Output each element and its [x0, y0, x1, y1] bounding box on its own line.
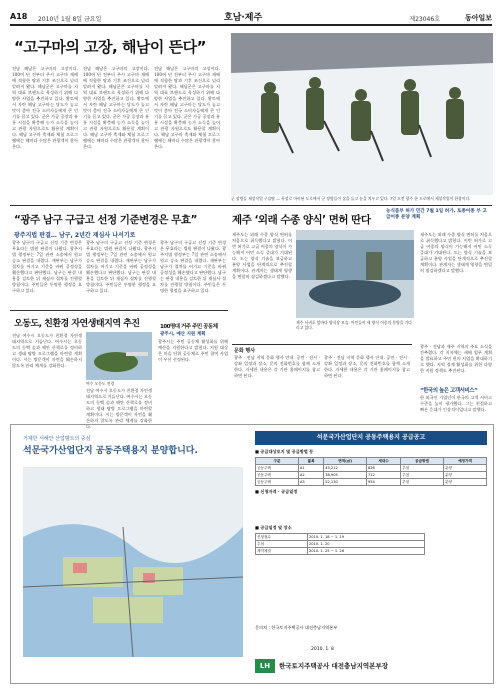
industrial-complex-map [23, 467, 243, 657]
table-row: 공동주택 A1 45,212 826 추첨 분양 [256, 465, 487, 472]
story-subhead: 광주시, 예산 지원 계획 [160, 332, 206, 337]
story-body-col2: 광주 남구의 구급고 선정 기준 변경은 무효라는 법원 판결이 나왔다. 광주지법 행정부는 7일 관련 소송에서 원고 승소 판결을 내렸다. 재판부는 남구가 절차를 어기고 기준을 바꿔 공정성을 훼손했다고 판단했다. 남구는 판결 내용을 검토한 뒤 재심사 절차를 진행할 방침이다. 주민들은 투명한 행정을 요구하고 있다. [86, 240, 156, 293]
table-row: 공동주택 A2 38,905 712 추첨 분양 [256, 472, 487, 479]
listing-title: 문화 행사 [234, 348, 256, 354]
land-sale-advertisement [10, 424, 494, 684]
photo-caption: 여수 오동도 전경 [86, 381, 115, 386]
dates-section-label: ■ 공급일정 및 장소 [255, 525, 292, 530]
story-body-col2: 전남 해남은 고구마의 고장이다. 100여 년 전부터 주시 고구마 재배에 적합한 땅과 기후 조건으로 널리 알려져 왔다. 해남군은 고구마를 지역 대표 브랜드로 육성하기 위해 다양한 사업을 추진하고 있다. 황토에서 자란 해남 고구마는 당도가 높고 맛이 좋아 전국 소비자들에게 큰 인기를 끌고 있다. 군은 가공 공장과 유통 시설을 확충해 농가 소득을 높이고 관광 자원으로도 활용할 계획이다. 해남 고구마 축제와 체험 프로그램에는 해마다 수많은 관광객이 찾아온다. [83, 66, 150, 149]
table-header: 세대수 [366, 458, 400, 465]
schedule-table [255, 533, 425, 555]
story-headline: “광주 남구 구급고 선정 기준변경은 무효” [14, 214, 197, 226]
story-body: 전남 해남은 고구마의 고장이다. 100여 년 전부터 주시 고구마 재배에 적합한 땅과 기후 조건으로 널리 알려져 왔다. 해남군은 고구마를 지역 대표 브랜드로 육성하기 위해 다양한 사업을 추진하고 있다. 황토에서 자란 해남 고구마는 당도가 높고 맛이 좋아 전국 소비자들에게 큰 인기를 끌고 있다. 군은 가공 공장과 유통 시설을 확충해 농가 소득을 높이고 관광 자원으로도 활용할 계획이다. 해남 고구마 축제와 체험 프로그램에는 해마다 수많은 관광객이 찾아온다. [12, 66, 79, 149]
table-row: 신청접수 2010. 1. 18 ~ 1. 19 [256, 534, 425, 541]
story-subhead: 광주지법 판결… 남구, 2년간 재심사 나서기로 [14, 232, 136, 239]
story-body: 제주도는 외래 수종 양식 면허를 처음으로 취득했다고 밝혔다. 이번 허가로 고급 어종의 양식이 가능해져 어민 소득 증대가 기대된다. 도는 양식 기술을 보급하고 분양 사업을 단계적으로 추진할 계획이다. 관계자는 생태계 영향을 면밀히 점검하겠다고 말했다. [232, 232, 292, 279]
photo-caption: 제주 서귀포 앞바다 양식장 모습. 어민들이 새 양식 어종의 분양을 기다리고 있다. [296, 320, 412, 330]
supply-table [255, 457, 487, 486]
story-body: 한 외국인 기업인이 한국의 고객 서비스 수준을 높이 평가했다. 그는 친절하고 빠른 응대가 인상적이었다고 말했다. [420, 395, 492, 412]
story-body: 광주 남구의 구급고 선정 기준 변경은 무효라는 법원 판결이 나왔다. 광주지법 행정부는 7일 관련 소송에서 원고 승소 판결을 내렸다. 재판부는 남구가 절차를 어기고 기준을 바꿔 공정성을 훼손했다고 판단했다. 남구는 판결 내용을 검토한 뒤 재심사 절차를 진행할 방침이다. 주민들은 투명한 행정을 요구하고 있다. [12, 240, 82, 293]
story-body: 광주 · 전남과 제주 지역의 주요 소식을 간추렸다. 각 지자체는 새해 업무 계획을 발표하고 주민 편의 사업을 확대하기로 했다. 지역 경제 활성화를 위한 다양한 지원 정책도 추진된다. [420, 344, 492, 373]
story-body-col3: 전남 해남은 고구마의 고장이다. 100여 년 전부터 주시 고구마 재배에 적합한 땅과 기후 조건으로 널리 알려져 왔다. 해남군은 고구마를 지역 대표 브랜드로 육성하기 위해 다양한 사업을 추진하고 있다. 황토에서 자란 해남 고구마는 당도가 높고 맛이 좋아 전국 소비자들에게 큰 인기를 끌고 있다. 군은 가공 공장과 유통 시설을 확충해 농가 소득을 높이고 관광 자원으로도 활용할 계획이다. 해남 고구마 축제와 체험 프로그램에는 해마다 수많은 관광객이 찾아온다. [154, 66, 221, 149]
odongdo-photo [86, 332, 152, 380]
table-row: 공동주택 A3 52,130 954 추첨 분양 [256, 479, 487, 486]
page-number: A18 [10, 12, 28, 21]
ad-date: 2010. 1. 8 [311, 647, 334, 652]
event-listing-box [232, 344, 412, 419]
story-body-col2: 제주도는 외래 수종 양식 면허를 처음으로 취득했다고 밝혔다. 이번 허가로 고급 어종의 양식이 가능해져 어민 소득 증대가 기대된다. 도는 양식 기술을 보급하고 분양 사업을 단계적으로 추진할 계획이다. 관계자는 생태계 영향을 면밀히 점검하겠다고 말했다. [420, 232, 492, 273]
table-header: 예정가격 [444, 458, 487, 465]
table-row: 추첨 2010. 1. 20 [256, 541, 425, 548]
story-headline: 오동도, 친환경 자연생태지역 추진 [14, 319, 140, 329]
aquaculture-photo [296, 230, 414, 318]
story-body-col3: 광주 남구의 구급고 선정 기준 변경은 무효라는 법원 판결이 나왔다. 광주지법 행정부는 7일 관련 소송에서 원고 승소 판결을 내렸다. 재판부는 남구가 절차를 어기고 기준을 바꿔 공정성을 훼손했다고 판단했다. 남구는 판결 내용을 검토한 뒤 재심사 절차를 진행할 방침이다. 주민들은 투명한 행정을 요구하고 있다. [160, 240, 227, 293]
ad-company: 한국토지주택공사 대전충남지역본부장 [279, 662, 389, 670]
story-body: 광주시는 주민 공동체 활성화를 위해 예산을 지원한다고 밝혔다. 지원 대상은 마을 단위 공동체로 주민 참여 사업이 우선 선정된다. [158, 339, 228, 362]
table-header: 면적(㎡) [324, 458, 367, 465]
story-headline: “고구마의 고장, 해남이 뜬다” [14, 38, 206, 56]
ad-slogan: 거제한 서해안 산업벨트의 중심 [23, 436, 91, 442]
table-row: 계약체결 2010. 1. 25 ~ 1. 26 [256, 548, 425, 555]
story-headline: 100명대 거주 주민 공동체 [160, 324, 218, 330]
table-header: 블록 [298, 458, 323, 465]
section-title: 호남·제주 [224, 13, 263, 23]
story-headline: 제주 ‘외래 수종 양식’ 면허 딴다 [232, 214, 371, 226]
story-body: 전남 여수시 오동도가 친환경 자연생태지역으로 거듭난다. 여수시는 오동도의 동백 숲과 해안 산책로를 정비하고 생태 탐방 프로그램을 마련할 계획이다. 시는 방문객이 자연을 훼손하지 않도록 관리 체계를 강화한다. [12, 333, 82, 368]
newspaper-name: 동아일보 [464, 14, 492, 22]
snow-clearing-photo [231, 33, 493, 195]
issue-date: 2010년 1월 8일 금요일 [38, 16, 102, 23]
story-body-col2: 전남 여수시 오동도가 친환경 자연생태지역으로 거듭난다. 여수시는 오동도의 동백 숲과 해안 산책로를 정비하고 생태 탐방 프로그램을 마련할 계획이다. 시는 방문객이 자연을 훼손하지 않도록 관리 체계를 강화한다. [86, 388, 153, 429]
listing-body-col2: 광주 · 전남 지역 문화 행사 안내. 공연 · 전시 · 강좌 일정과 장소, 문의 전화번호를 함께 소개한다. 자세한 내용은 각 기관 홈페이지를 참고하면 된다. [324, 355, 410, 378]
edition-number: 제23046호 [409, 16, 440, 23]
photo-caption: 군 장병들 제설작업 구슬땀 — 폭설로 마비된 도로에서 군 장병들이 삽을 들고 눈을 치우고 있다. 7일 오전 광주 한 도로에서 제설작업이 한창이다. [231, 196, 471, 201]
ad-title: 석문국가산업단지 공동주택용지 분양합니다. [23, 446, 198, 456]
listing-body: 광주 · 전남 지역 문화 행사 안내. 공연 · 전시 · 강좌 일정과 장소, 문의 전화번호를 함께 소개한다. 자세한 내용은 각 기관 홈페이지를 참고하면 된다. [234, 355, 320, 378]
lh-logo: LH [255, 659, 275, 673]
ad-table-title: 석문국가산업단지 공동주택용지 공급공고 [255, 431, 487, 445]
table-header: 공급방법 [401, 458, 444, 465]
story-subhead: 농식품부 허가 민간 7월 1일 허가, 토종어종 부 고급어종 분양 계획 [386, 209, 487, 220]
schedule-section-label: ■ 신청자격 · 공급일정 [255, 489, 298, 494]
story-headline: “한국의 높은 고객서비스” [420, 388, 478, 394]
table-header: 구분 [256, 458, 299, 465]
contact-info: 문의처 : 한국토지주택공사 대전충남지역본부 [255, 625, 338, 630]
page-header [10, 8, 492, 26]
supply-section-label: ■ 공급대상토지 및 공급방법 등 [255, 449, 314, 454]
